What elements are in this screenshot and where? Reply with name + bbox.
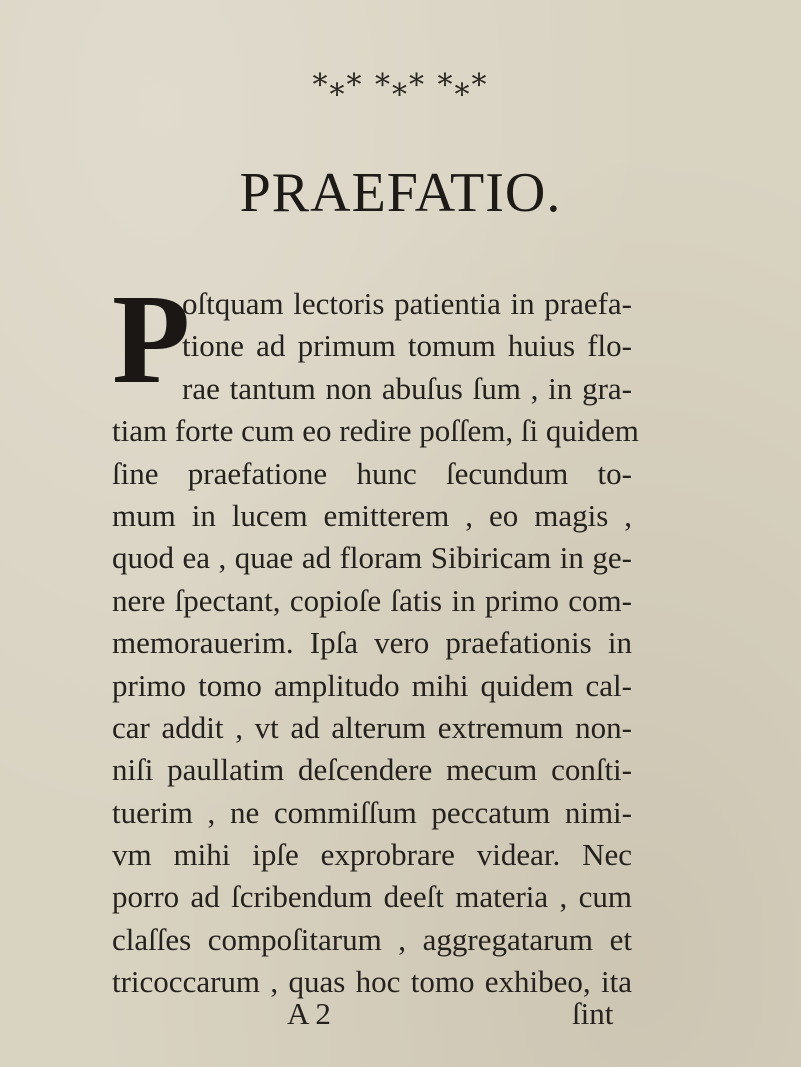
- text-line: tione ad primum tomum huius flo-: [182, 328, 632, 364]
- text-line: porro ad ſcribendum deeſt materia , cum: [112, 879, 632, 915]
- text-line: oſtquam lectoris patientia in praefa-: [182, 286, 632, 321]
- drop-cap: P: [112, 268, 191, 410]
- text-line: tricoccarum , quas hoc tomo exhibeo, ita: [112, 964, 632, 1000]
- ornament-asterisks: *⁎* *⁎* *⁎*: [312, 68, 489, 103]
- signature-mark: A 2: [287, 996, 331, 1031]
- page-footer: [0, 996, 801, 1038]
- text-line: vm mihi ipſe exprobrare videar. Nec: [112, 837, 632, 873]
- text-line: tiam forte cum eo redire poſſem, ſi quidem: [112, 413, 639, 449]
- text-line: nere ſpectant, copioſe ſatis in primo com-: [112, 582, 632, 618]
- text-line: claſſes compoſitarum , aggregatarum et: [112, 921, 632, 957]
- text-line: ſine praefatione hunc ſecundum to-: [112, 455, 632, 491]
- text-line: tuerim , ne commiſſum peccatum nimi-: [112, 794, 632, 830]
- text-line: rae tantum non abuſus ſum , in gra-: [182, 370, 632, 406]
- text-line: car addit , vt ad alterum extremum non-: [112, 709, 632, 745]
- text-line: niſi paullatim deſcendere mecum conſti-: [112, 752, 632, 788]
- text-line: mum in lucem emitterem , eo magis ,: [112, 497, 632, 533]
- text-line: quod ea , quae ad floram Sibiricam in ge-: [112, 540, 632, 576]
- body-text: [112, 268, 639, 1004]
- text-line: primo tomo amplitudo mihi quidem cal-: [112, 667, 632, 703]
- page-title: PRAEFATIO.: [239, 162, 562, 224]
- catchword: ſint: [572, 996, 614, 1031]
- text-line: memorauerim. Ipſa vero praefationis in: [112, 625, 632, 661]
